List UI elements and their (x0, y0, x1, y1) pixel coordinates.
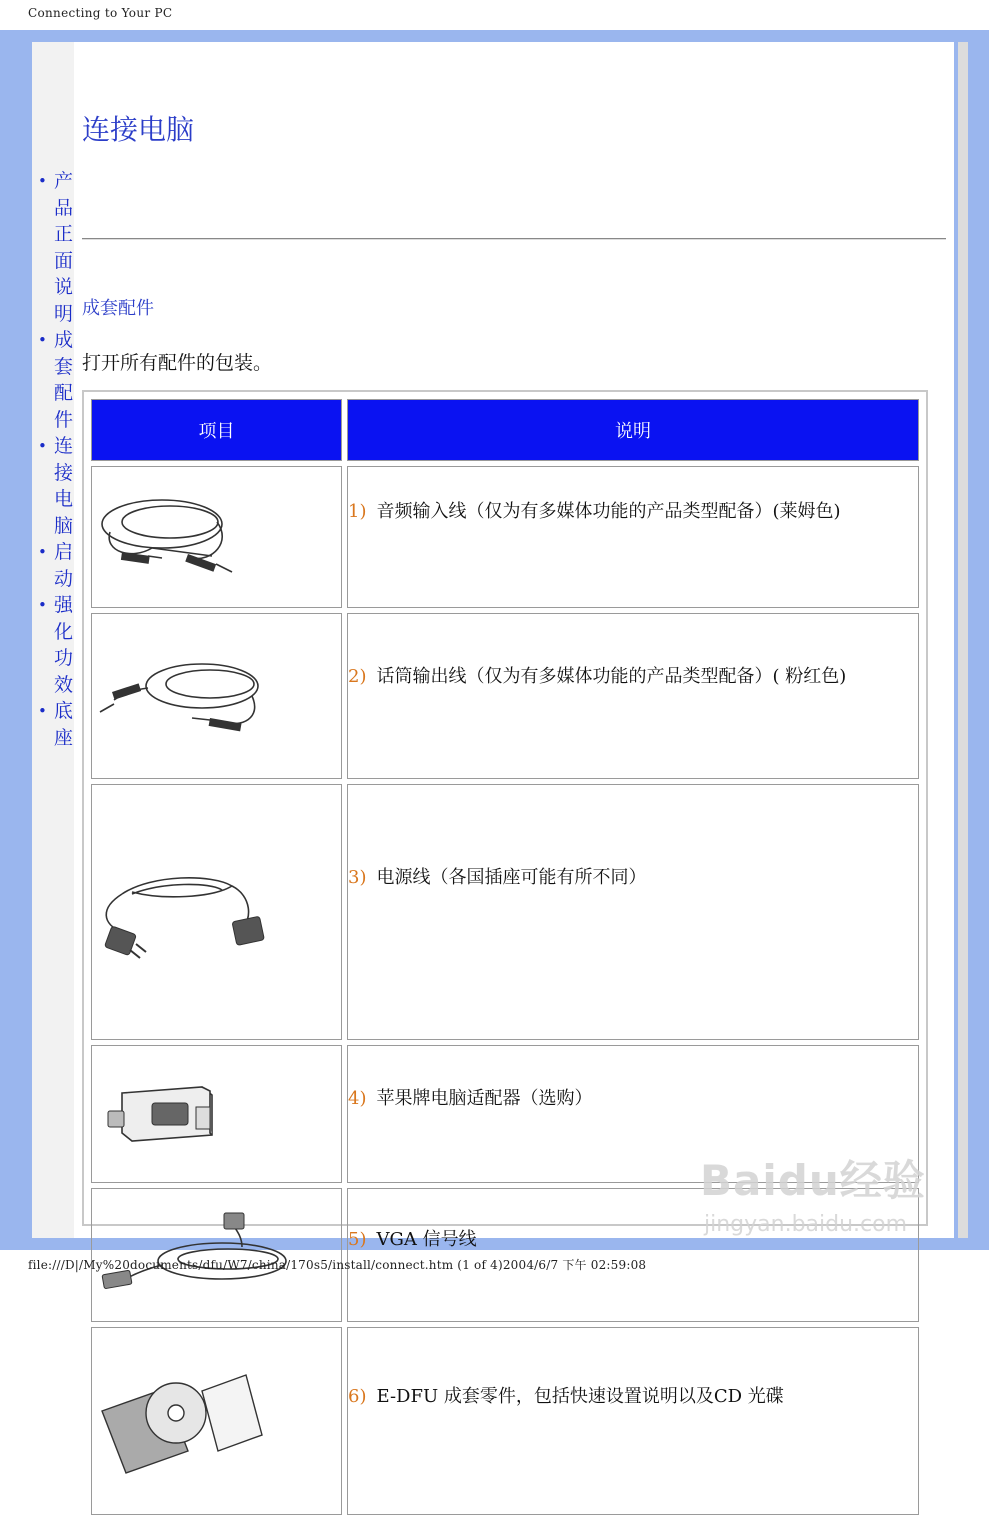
scrollbar-strip (958, 42, 968, 1238)
table-row (91, 1327, 919, 1515)
microphone-cable-icon (92, 638, 341, 754)
divider (82, 238, 946, 240)
sidebar-nav (34, 168, 74, 751)
item-description: 2) 话筒输出线（仅为有多媒体功能的产品类型配备）( 粉红色) (347, 613, 919, 779)
section-title: 成套配件 (82, 298, 154, 319)
item-description: 3) 电源线（各国插座可能有所不同） (347, 784, 919, 1040)
header-item: 项目 (91, 399, 342, 461)
cd-and-guide-icon (92, 1355, 341, 1487)
intro-text: 打开所有配件的包装。 (82, 352, 273, 374)
item-image-cell (91, 1188, 342, 1322)
sidebar-item-optimize[interactable]: • 强化功效 (38, 594, 74, 696)
vga-cable-icon (92, 1207, 341, 1303)
power-cord-icon (92, 824, 341, 1000)
item-image-cell (91, 784, 342, 1040)
table-row (91, 613, 919, 779)
item-image-cell (91, 466, 342, 608)
sidebar-item-base[interactable]: • 底座 (38, 700, 74, 749)
table-header-row (91, 399, 919, 461)
sidebar-item-front-view[interactable]: • 产品正面说明 (38, 170, 74, 325)
sidebar-item-connect-pc[interactable]: • 连接电脑 (38, 435, 74, 537)
sidebar-item-accessories[interactable]: • 成套配件 (38, 329, 74, 431)
table-row (91, 466, 919, 608)
audio-cable-icon (92, 482, 341, 592)
item-description: 6) E-DFU 成套零件，包括快速设置说明以及CD 光碟 (347, 1327, 919, 1515)
item-description: 1) 音频输入线（仅为有多媒体功能的产品类型配备）(莱姆色) (347, 466, 919, 608)
item-image-cell (91, 1327, 342, 1515)
print-header: Connecting to Your PC (28, 6, 173, 20)
item-description: 4) 苹果牌电脑适配器（选购） (347, 1045, 919, 1183)
table-row (91, 784, 919, 1040)
accessories-table (86, 394, 924, 1520)
mac-adapter-icon (92, 1065, 341, 1163)
print-footer: file:///D|/My%20documents/dfu/W7/china/170s5/install/connect.htm (1 of 4)2004/6/7 下午 02:59:08 (28, 1258, 647, 1272)
page-title: 连接电脑 (82, 113, 195, 146)
item-image-cell (91, 1045, 342, 1183)
item-image-cell (91, 613, 342, 779)
item-description: 5) VGA 信号线 (347, 1188, 919, 1322)
sidebar-item-startup[interactable]: • 启动 (38, 541, 74, 590)
header-description: 说明 (347, 399, 919, 461)
watermark: Baidu经验 jingyan.baidu.com (700, 1156, 926, 1237)
